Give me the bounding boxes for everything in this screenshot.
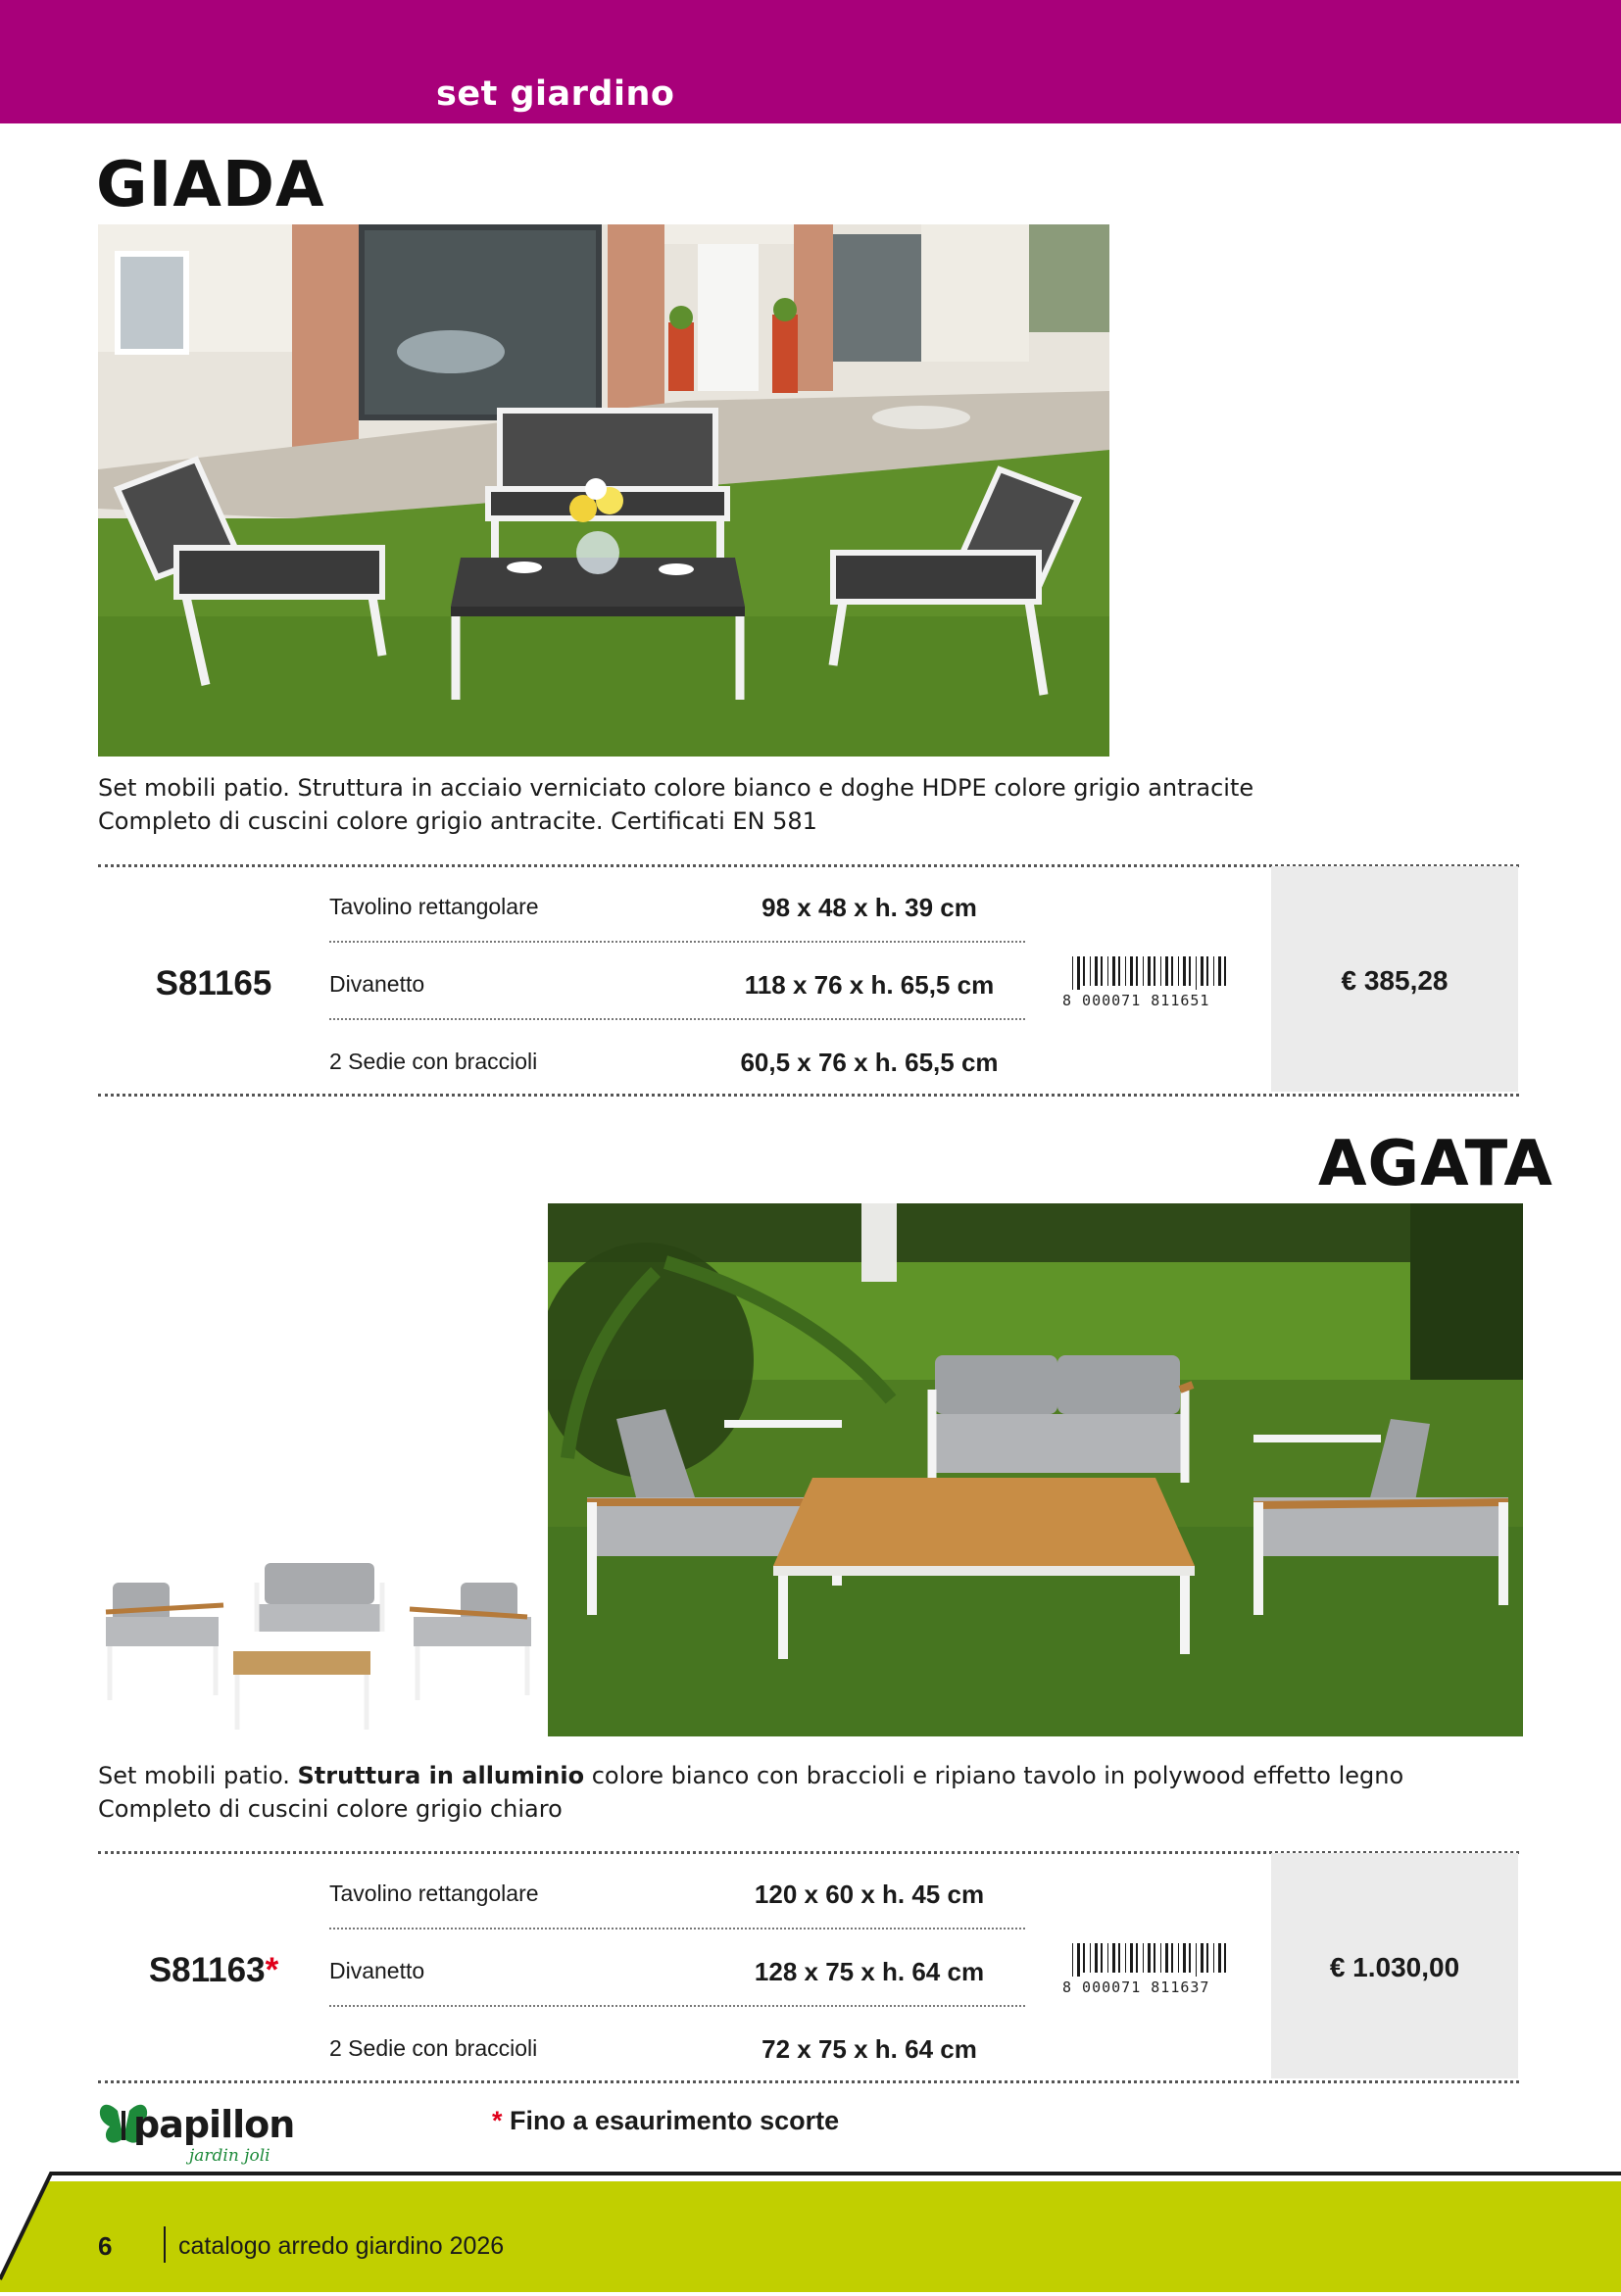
row-divider xyxy=(329,941,1025,943)
spec-dimensions: 60,5 x 76 x h. 65,5 cm xyxy=(740,1048,999,1077)
barcode-bar xyxy=(1148,956,1151,986)
page-number: 6 xyxy=(98,2231,113,2261)
barcode-bar xyxy=(1160,1943,1161,1973)
footnote-mark: * xyxy=(492,2106,503,2135)
barcode-bar xyxy=(1218,956,1221,986)
barcode-bar xyxy=(1171,1943,1173,1973)
barcode xyxy=(1062,956,1235,1009)
description-bold: Struttura in alluminio xyxy=(297,1762,585,1789)
spec-name: Divanetto xyxy=(329,971,425,997)
logo-tagline: jardin joli xyxy=(189,2146,270,2166)
barcode-bar xyxy=(1201,1943,1203,1973)
row-divider xyxy=(329,1018,1025,1020)
barcode-bar xyxy=(1224,956,1226,986)
barcode-bar xyxy=(1118,956,1120,986)
description-line: Completo di cuscini colore grigio chiaro xyxy=(98,1795,563,1823)
barcode-bar xyxy=(1196,1943,1197,1977)
barcode-bar xyxy=(1136,956,1138,986)
catalog-label: catalogo arredo giardino 2026 xyxy=(178,2232,505,2260)
barcode-bar xyxy=(1101,1943,1103,1973)
barcode-bar xyxy=(1196,956,1197,990)
product-title-giada: GIADA xyxy=(96,149,325,221)
footnote-text: Fino a esaurimento scorte xyxy=(510,2106,840,2135)
barcode-bar xyxy=(1090,1943,1091,1973)
barcode-bar xyxy=(1213,1943,1214,1973)
code-mark: * xyxy=(265,1951,279,1989)
product-code-text: S81163 xyxy=(148,1951,266,1989)
barcode-bar xyxy=(1083,956,1085,986)
spec-name: Tavolino rettangolare xyxy=(329,1881,539,1906)
brand-logo xyxy=(96,2089,302,2170)
barcode-bar xyxy=(1107,956,1108,986)
row-divider xyxy=(329,1928,1025,1930)
logo-text: papillon xyxy=(133,2103,295,2146)
footnote xyxy=(492,2106,839,2136)
spec-dimensions: 120 x 60 x h. 45 cm xyxy=(754,1880,985,1909)
price: € 385,28 xyxy=(1341,965,1449,996)
barcode-bar xyxy=(1224,1943,1226,1973)
table-divider xyxy=(98,1094,1519,1097)
barcode-bar xyxy=(1083,1943,1085,1973)
barcode-bars xyxy=(1062,956,1235,990)
description-line: Completo di cuscini colore grigio antracite. Certificati EN 581 xyxy=(98,807,817,835)
barcode-bar xyxy=(1213,956,1214,986)
spec-dimensions: 118 x 76 x h. 65,5 cm xyxy=(744,970,995,1000)
barcode-bar xyxy=(1118,1943,1120,1973)
barcode-bar xyxy=(1072,1943,1073,1977)
spec-name: Tavolino rettangolare xyxy=(329,894,539,919)
header-bar xyxy=(0,0,1621,123)
barcode-bar xyxy=(1125,1943,1126,1973)
barcode-bar xyxy=(1112,1943,1115,1973)
barcode-bar xyxy=(1136,1943,1138,1973)
product-code xyxy=(96,1951,331,1990)
barcode-bar xyxy=(1095,1943,1098,1973)
barcode-bar xyxy=(1183,1943,1186,1973)
footer-band xyxy=(0,2170,1621,2292)
product-title-agata: AGATA xyxy=(1318,1128,1553,1200)
barcode-bar xyxy=(1171,956,1173,986)
barcode-bar xyxy=(1178,1943,1179,1973)
barcode-bar xyxy=(1165,1943,1168,1973)
description-line: Set mobili patio. Struttura in acciaio verniciato colore bianco e doghe HDPE colore grigio antracite xyxy=(98,774,1254,802)
product-code xyxy=(96,964,331,1003)
spec-name: 2 Sedie con braccioli xyxy=(329,1049,538,1074)
barcode-bar xyxy=(1160,956,1161,986)
barcode-bar xyxy=(1143,956,1144,986)
barcode-bar xyxy=(1101,956,1103,986)
barcode-bar xyxy=(1165,956,1168,986)
product-code-text: S81165 xyxy=(155,964,272,1002)
section-label: set giardino xyxy=(436,74,675,114)
barcode-bars xyxy=(1062,1943,1235,1977)
barcode xyxy=(1062,1943,1235,1996)
barcode-bar xyxy=(1130,1943,1133,1973)
product-description-giada xyxy=(98,771,1372,838)
barcode-bar xyxy=(1130,956,1133,986)
description-text: colore bianco con braccioli e ripiano tavolo in polywood effetto legno xyxy=(584,1762,1404,1789)
barcode-bar xyxy=(1206,1943,1208,1973)
spec-name: 2 Sedie con braccioli xyxy=(329,2035,538,2061)
barcode-bar xyxy=(1148,1943,1151,1973)
spec-name: Divanetto xyxy=(329,1958,425,1983)
barcode-bar xyxy=(1178,956,1179,986)
description-text: Set mobili patio. xyxy=(98,1762,298,1789)
barcode-bar xyxy=(1154,956,1155,986)
barcode-bar xyxy=(1125,956,1126,986)
product-description-agata xyxy=(98,1759,1519,1826)
barcode-bar xyxy=(1077,1943,1080,1977)
spec-dimensions: 98 x 48 x h. 39 cm xyxy=(761,893,977,922)
barcode-bar xyxy=(1107,1943,1108,1973)
barcode-bar xyxy=(1154,1943,1155,1973)
barcode-bar xyxy=(1143,1943,1144,1973)
barcode-bar xyxy=(1218,1943,1221,1973)
barcode-bar xyxy=(1189,956,1191,986)
barcode-bar xyxy=(1072,956,1073,990)
product-photo-giada xyxy=(98,224,1109,757)
barcode-bar xyxy=(1201,956,1203,986)
barcode-bar xyxy=(1077,956,1080,990)
table-divider xyxy=(98,2080,1519,2083)
row-divider xyxy=(329,2005,1025,2007)
barcode-number: 8 000071 811637 xyxy=(1062,1978,1210,1996)
barcode-bar xyxy=(1095,956,1098,986)
barcode-number: 8 000071 811651 xyxy=(1062,992,1210,1009)
barcode-bar xyxy=(1090,956,1091,986)
description-line xyxy=(98,1759,1519,1792)
spec-dimensions: 128 x 75 x h. 64 cm xyxy=(754,1957,985,1986)
barcode-bar xyxy=(1112,956,1115,986)
barcode-bar xyxy=(1189,1943,1191,1973)
barcode-bar xyxy=(1183,956,1186,986)
price: € 1.030,00 xyxy=(1329,1952,1460,1982)
product-photo-agata xyxy=(548,1203,1523,1736)
product-cutout-photo-agata xyxy=(98,1529,541,1730)
barcode-bar xyxy=(1206,956,1208,986)
spec-dimensions: 72 x 75 x h. 64 cm xyxy=(761,2034,977,2064)
